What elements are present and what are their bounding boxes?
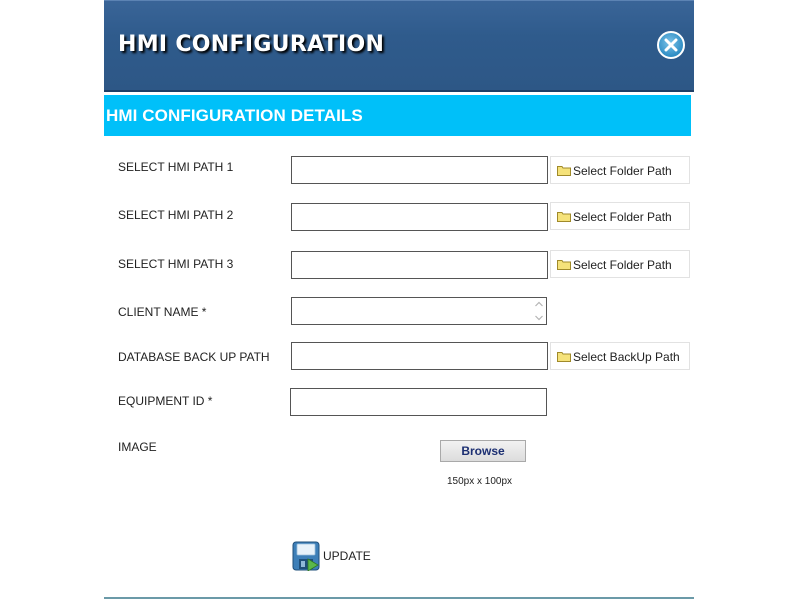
client-name-input[interactable] bbox=[291, 297, 547, 325]
hmi-path-3-label: SELECT HMI PATH 3 bbox=[118, 257, 234, 271]
select-folder-path-1-button[interactable] bbox=[550, 156, 690, 184]
backup-path-label: DATABASE BACK UP PATH bbox=[118, 350, 270, 364]
folder-icon bbox=[557, 351, 571, 362]
bottom-divider bbox=[104, 597, 694, 599]
select-folder-path-3-button[interactable] bbox=[550, 250, 690, 278]
image-label: IMAGE bbox=[118, 440, 157, 454]
hmi-path-1-input[interactable] bbox=[291, 156, 548, 184]
save-icon bbox=[292, 541, 320, 571]
section-header bbox=[104, 95, 691, 136]
window-title: HMI CONFIGURATION bbox=[118, 32, 385, 57]
browse-button[interactable]: Browse bbox=[440, 440, 526, 462]
folder-icon bbox=[557, 259, 571, 270]
folder-icon bbox=[557, 211, 571, 222]
image-size-hint: 150px x 100px bbox=[447, 476, 513, 487]
hmi-path-3-input[interactable] bbox=[291, 251, 548, 279]
section-title: HMI CONFIGURATION DETAILS bbox=[106, 106, 363, 125]
select-folder-path-2-button[interactable] bbox=[550, 202, 690, 230]
select-folder-path-2-label: Select Folder Path bbox=[573, 210, 672, 224]
backup-path-input[interactable] bbox=[291, 342, 548, 370]
client-name-label: CLIENT NAME * bbox=[118, 305, 207, 319]
hmi-configuration-window bbox=[104, 0, 694, 600]
title-bar bbox=[104, 0, 694, 92]
equipment-id-label: EQUIPMENT ID * bbox=[118, 394, 213, 408]
select-backup-path-label: Select BackUp Path bbox=[573, 350, 680, 364]
folder-icon bbox=[557, 165, 571, 176]
scroll-up-icon[interactable] bbox=[532, 297, 546, 311]
client-name-scrollbar[interactable] bbox=[532, 297, 546, 325]
close-button[interactable] bbox=[657, 31, 685, 59]
select-folder-path-1-label: Select Folder Path bbox=[573, 164, 672, 178]
hmi-path-2-label: SELECT HMI PATH 2 bbox=[118, 208, 234, 222]
close-icon bbox=[664, 38, 678, 52]
equipment-id-input[interactable] bbox=[290, 388, 547, 416]
update-label: UPDATE bbox=[323, 549, 371, 563]
hmi-path-1-label: SELECT HMI PATH 1 bbox=[118, 160, 234, 174]
select-folder-path-3-label: Select Folder Path bbox=[573, 258, 672, 272]
select-backup-path-button[interactable] bbox=[550, 342, 690, 370]
scroll-down-icon[interactable] bbox=[532, 311, 546, 325]
hmi-path-2-input[interactable] bbox=[291, 203, 548, 231]
